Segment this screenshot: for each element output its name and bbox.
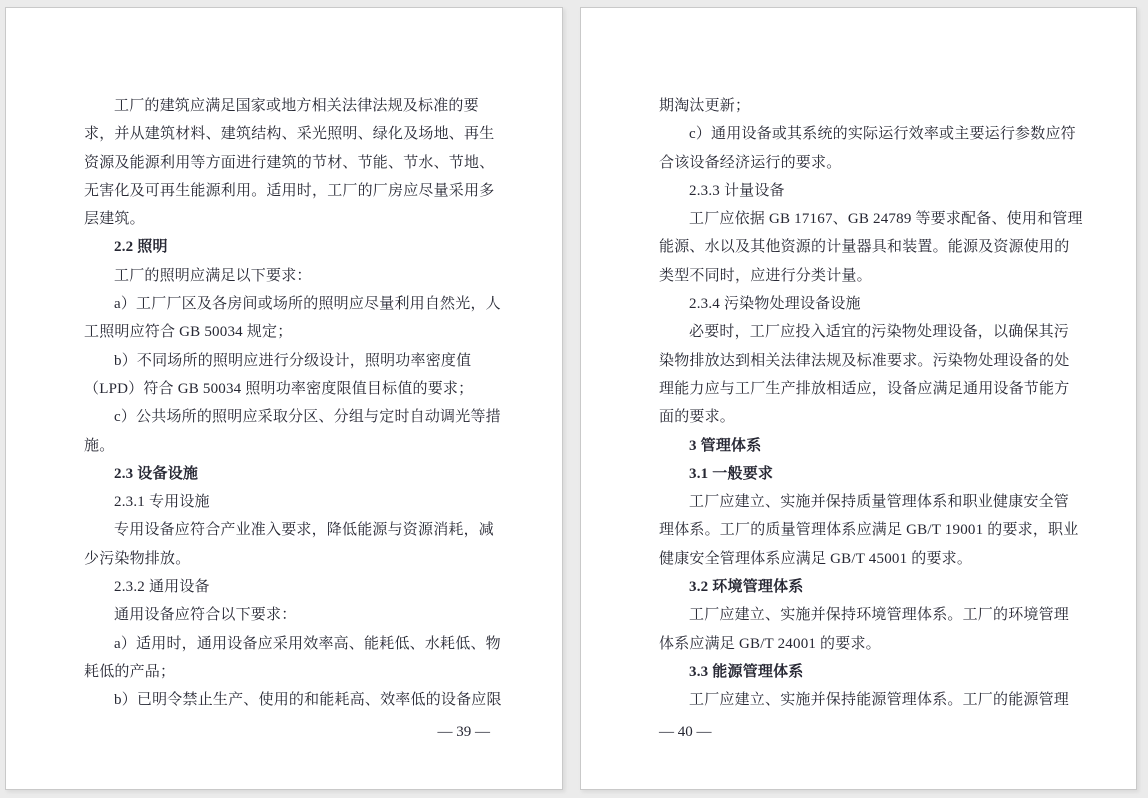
text-line: 工厂应建立、实施并保持环境管理体系。工厂的环境管理	[689, 607, 1070, 624]
text-line: 2.3.4 污染物处理设备设施	[689, 296, 861, 313]
text-line: 资源及能源利用等方面进行建筑的节材、节能、节水、节地、	[84, 154, 495, 171]
heading-line: 3 管理体系	[689, 437, 762, 454]
text-line: 面的要求。	[659, 409, 736, 426]
text-line: 求，并从建筑材料、建筑结构、采光照明、绿化及场地、再生	[84, 126, 495, 143]
text-line: 耗低的产品；	[84, 663, 176, 680]
heading-line: 3.2 环境管理体系	[689, 579, 804, 596]
text-line: c）通用设备或其系统的实际运行效率或主要运行参数应符	[689, 126, 1076, 143]
text-line: 工照明应符合 GB 50034 规定；	[84, 324, 293, 341]
text-line: 理体系。工厂的质量管理体系应满足 GB/T 19001 的要求，职业	[659, 522, 1079, 539]
text-line: 少污染物排放。	[84, 550, 191, 567]
text-line: 工厂应建立、实施并保持能源管理体系。工厂的能源管理	[689, 692, 1070, 709]
text-line: 2.3.1 专用设施	[114, 494, 210, 511]
document-page-40	[580, 7, 1137, 790]
text-line: a）适用时，通用设备应采用效率高、能耗低、水耗低、物	[114, 635, 501, 652]
page-39-text-block	[84, 92, 502, 715]
document-page-39	[5, 7, 563, 790]
heading-line: 3.3 能源管理体系	[689, 663, 804, 680]
page-number-39: — 39 —	[437, 724, 490, 740]
text-line: b）不同场所的照明应进行分级设计，照明功率密度值	[114, 352, 472, 369]
text-line: 施。	[84, 437, 115, 454]
text-line: 健康安全管理体系应满足 GB/T 45001 的要求。	[659, 550, 973, 567]
text-line: a）工厂厂区及各房间或场所的照明应尽量利用自然光，人	[114, 296, 501, 313]
text-line: 工厂的照明应满足以下要求：	[114, 267, 312, 284]
text-line: 无害化及可再生能源利用。适用时，工厂的厂房应尽量采用多	[84, 182, 495, 199]
page-number-40: — 40 —	[659, 724, 712, 740]
text-line: 专用设备应符合产业准入要求，降低能源与资源消耗，减	[114, 522, 495, 539]
page-40-text-block	[659, 92, 1083, 715]
heading-line: 2.3 设备设施	[114, 465, 199, 482]
text-line: 层建筑。	[84, 211, 145, 228]
text-line: 工厂应依据 GB 17167、GB 24789 等要求配备、使用和管理	[689, 211, 1083, 228]
text-line: 染物排放达到相关法律法规及标准要求。污染物处理设备的处	[659, 352, 1070, 369]
text-line: 理能力应与工厂生产排放相适应，设备应满足通用设备节能方	[659, 380, 1070, 397]
heading-line: 2.2 照明	[114, 239, 168, 256]
text-line: 必要时，工厂应投入适宜的污染物处理设备，以确保其污	[689, 324, 1070, 341]
text-line: c）公共场所的照明应采取分区、分组与定时自动调光等措	[114, 409, 501, 426]
text-line: 合该设备经济运行的要求。	[659, 154, 842, 171]
text-line: 2.3.3 计量设备	[689, 182, 785, 199]
text-line: 通用设备应符合以下要求：	[114, 607, 297, 624]
text-line: 能源、水以及其他资源的计量器具和装置。能源及资源使用的	[659, 239, 1070, 256]
text-line: 类型不同时，应进行分类计量。	[659, 267, 872, 284]
text-line: 工厂应建立、实施并保持质量管理体系和职业健康安全管	[689, 494, 1070, 511]
heading-line: 3.1 一般要求	[689, 465, 774, 482]
text-line: 期淘汰更新；	[659, 98, 751, 114]
text-line: b）已明令禁止生产、使用的和能耗高、效率低的设备应限	[114, 692, 502, 709]
text-line: （LPD）符合 GB 50034 照明功率密度限值目标值的要求；	[84, 380, 474, 397]
text-line: 2.3.2 通用设备	[114, 579, 210, 596]
text-line: 工厂的建筑应满足国家或地方相关法律法规及标准的要	[114, 98, 479, 114]
text-line: 体系应满足 GB/T 24001 的要求。	[659, 635, 881, 652]
